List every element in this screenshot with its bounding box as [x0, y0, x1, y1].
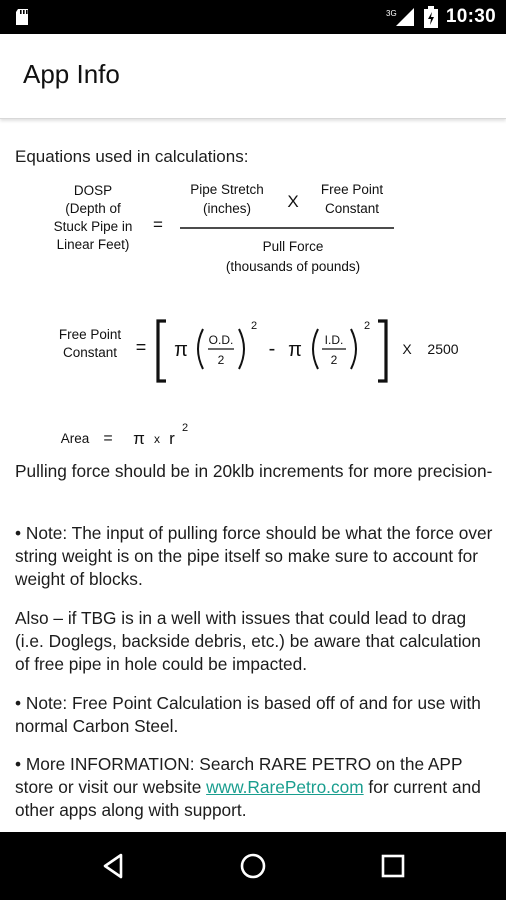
app-bar [0, 34, 506, 119]
fpc-constant: 2500 [427, 341, 459, 357]
right-paren-1 [239, 329, 244, 369]
pipe-stretch-line2: (inches) [202, 201, 252, 216]
home-circle-icon[interactable] [237, 850, 269, 882]
fpc-equals: = [135, 337, 147, 357]
fpc-lhs-line2: Constant [62, 345, 118, 360]
left-paren-1 [198, 329, 203, 369]
fpc-num-line2: Constant [324, 201, 380, 216]
fpc-num-line1: Free Point [320, 182, 384, 197]
tbg-drag-paragraph: Also – if TBG is in a well with issues that could lead to drag (i.e. Doglegs, backside debris, etc.) be aware that calculation of free pipe in hole could be impacted. [15, 608, 481, 674]
carbon-steel-note-paragraph: • Note: Free Point Calculation is based off of and for use with normal Carbon Steel. [15, 693, 481, 736]
right-paren-2 [351, 329, 356, 369]
fpc-pi-1: π [174, 339, 188, 361]
more-information-paragraph [15, 753, 493, 822]
area-times: x [154, 432, 160, 446]
status-clock: 10:30 [445, 6, 496, 27]
fpc-pi-2: π [288, 339, 302, 361]
cell-signal-icon [386, 7, 416, 27]
note-pulling-force-paragraph: • Note: The input of pulling force should be what the force over string weight is on the pipe itself so make sure to account for weight of blocks. [15, 523, 493, 589]
page-title: App Info [23, 59, 120, 89]
back-triangle-icon[interactable] [98, 850, 130, 882]
free-point-constant-equation [59, 320, 459, 381]
id-label: I.D. [324, 333, 344, 347]
fpc-lhs-line1: Free Point [58, 327, 122, 342]
sd-card-icon [14, 8, 32, 26]
pipe-stretch-line1: Pipe Stretch [190, 182, 264, 197]
website-link[interactable]: www.RarePetro.com [206, 777, 364, 797]
area-exponent: 2 [181, 422, 189, 434]
pull-force-line2: (thousands of pounds) [225, 259, 361, 274]
more-info-text-before: • More INFORMATION: Search RARE PETRO on the APP store or visit our website [15, 754, 463, 797]
dosp-equals: = [153, 215, 163, 234]
pulling-force-paragraph: Pulling force should be in 20klb increments for more precision- [15, 461, 493, 481]
dosp-times: X [287, 192, 299, 211]
equations-intro: Equations used in calculations: [15, 147, 249, 166]
equations-figure [0, 169, 506, 454]
dosp-equation [54, 182, 394, 274]
network-type-label: 3G [385, 9, 397, 18]
status-bar [0, 0, 506, 34]
od-divisor: 2 [217, 353, 225, 367]
right-bracket [378, 321, 386, 381]
area-equals: = [103, 430, 113, 447]
area-equation [61, 422, 188, 448]
fpc-minus: - [268, 338, 276, 360]
status-icons [386, 0, 496, 34]
dosp-label-line4: Linear Feet) [56, 237, 130, 252]
left-bracket [158, 321, 166, 381]
recents-square-icon[interactable] [377, 850, 409, 882]
fpc-times: X [402, 341, 412, 357]
exponent-2: 2 [363, 320, 371, 332]
exponent-1: 2 [250, 320, 258, 332]
app-info-content[interactable] [0, 119, 506, 832]
more-info-text-after: for current and other apps along with support. [15, 777, 481, 820]
dosp-label-line3: Stuck Pipe in [53, 219, 133, 234]
pull-force-line1: Pull Force [262, 239, 324, 254]
navigation-bar [0, 832, 506, 900]
area-pi: π [133, 429, 145, 448]
od-label: O.D. [208, 333, 234, 347]
area-r: r [169, 429, 175, 448]
id-divisor: 2 [330, 353, 338, 367]
left-paren-2 [313, 329, 318, 369]
area-label: Area [60, 431, 90, 446]
dosp-label-line1: DOSP [73, 183, 113, 198]
dosp-label-line2: (Depth of [65, 201, 121, 216]
battery-icon [424, 6, 438, 28]
